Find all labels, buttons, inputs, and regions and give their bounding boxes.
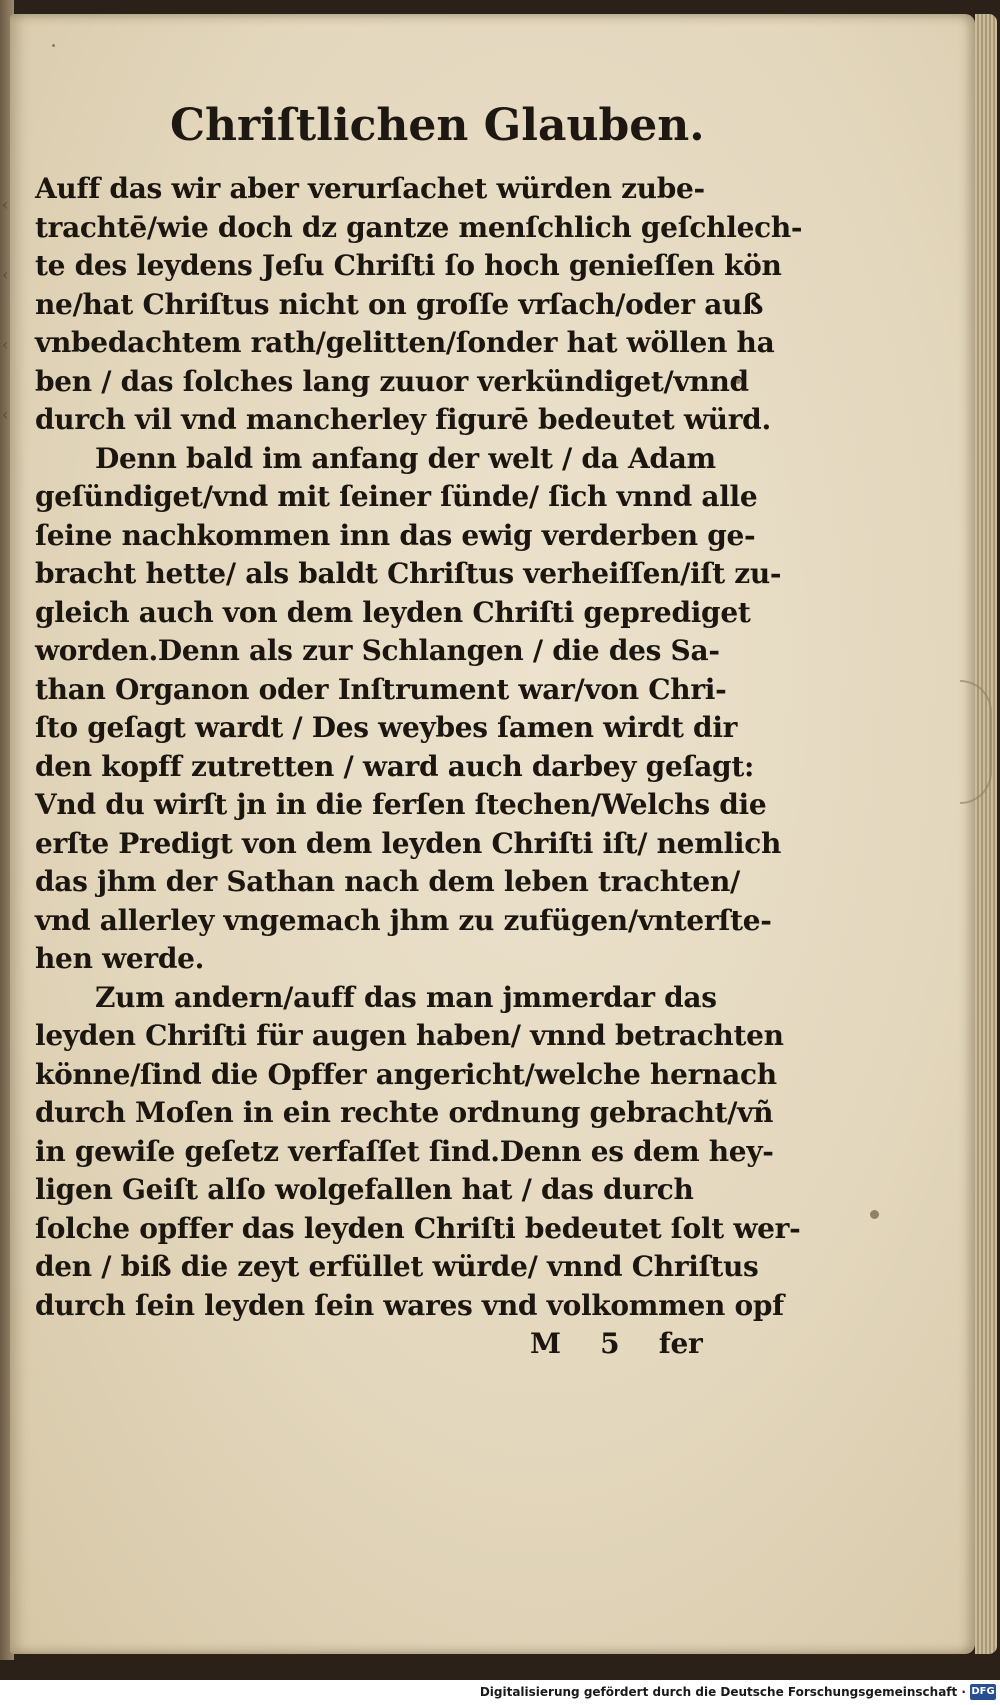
text-line: durch ſein leyden ſein wares vnd volkommen opf: [35, 1288, 784, 1322]
text-line: te des leydens Jeſu Chriſti ſo hoch genieſſen kön: [35, 249, 782, 282]
text-line: könne/ſind die Opffer angericht/welche hernach: [35, 1057, 777, 1091]
text-line: das jhm der Sathan nach dem leben trachten/: [35, 865, 740, 898]
text-line: ſto geſagt wardt / Des weybes ſamen wirdt dir: [35, 711, 738, 744]
text-line: Auff das wir aber verurſachet würden zube-: [35, 172, 705, 205]
running-heading: Chriſtlichen Glauben.: [170, 100, 705, 151]
text-line: hen werde.: [35, 942, 205, 975]
text-line: gleich auch von dem leyden Chriſti geprediget: [35, 595, 751, 629]
text-line: ne/hat Chriſtus nicht on groſſe vrſach/oder auß: [35, 287, 764, 321]
page-speck: [870, 1210, 879, 1219]
page-tab-mark: [960, 680, 992, 804]
text-line: vnbedachtem rath/gelitten/ſonder hat wöllen ha: [35, 326, 775, 359]
main-text-block: [35, 170, 803, 1364]
text-line: durch vil vnd mancherley figurē bedeutet würd.: [35, 403, 771, 436]
text-line: ſeine nachkommen inn das ewig verderben ge-: [35, 518, 756, 552]
page-speck: [52, 44, 55, 47]
text-line: in gewiſe geſetz verfaſſet ſind.Denn es dem hey-: [35, 1134, 774, 1168]
signature-catchword-line: M 5 fer: [530, 1327, 703, 1360]
text-line: than Organon oder Inſtrument war/von Chri-: [35, 672, 727, 706]
text-line: Vnd du wirſt jn in die ferſen ſtechen/Welchs die: [35, 788, 767, 821]
text-line: worden.Denn als zur Schlangen / die des Sa-: [35, 634, 720, 667]
page-fore-edge: [975, 14, 997, 1654]
text-line: geſündiget/vnd mit ſeiner ſünde/ ſich vnnd alle: [35, 480, 758, 513]
text-line: ben / das ſolches lang zuuor verkündiget/vnnd: [35, 364, 749, 398]
text-line: leyden Chriſti für augen haben/ vnnd betrachten: [35, 1019, 784, 1052]
left-margin-marks: ‹ ‹ ‹ ‹: [2, 195, 9, 424]
text-line: trachtē/wie doch dz gantze menſchlich geſchlech-: [35, 210, 803, 244]
text-line: ſolche opffer das leyden Chriſti bedeutet ſolt wer-: [35, 1211, 801, 1245]
text-line: Zum andern/auff das man jmmerdar das: [95, 980, 717, 1014]
text-line: bracht hette/ als baldt Chriſtus verheiſſen/iſt zu-: [35, 557, 782, 590]
text-line: den / biß die zeyt erfüllet würde/ vnnd Chriſtus: [35, 1250, 759, 1283]
text-line: erſte Predigt von dem leyden Chriſti iſt/ nemlich: [35, 826, 782, 860]
text-line: vnd allerley vngemach jhm zu zufügen/vnterſte-: [35, 903, 772, 937]
text-line: den kopff zutretten / ward auch darbey geſagt:: [35, 749, 754, 783]
dfg-logo: DFG: [970, 1684, 996, 1700]
text-line: ligen Geiſt alſo wolgefallen hat / das durch: [35, 1173, 694, 1206]
text-line: Denn bald im anfang der welt / da Adam: [95, 441, 716, 475]
text-line: durch Moſen in ein rechte ordnung gebracht/vñ: [35, 1096, 774, 1129]
digitization-credit: Digitalisierung gefördert durch die Deutsche Forschungsgemeinschaft ·: [479, 1685, 966, 1699]
